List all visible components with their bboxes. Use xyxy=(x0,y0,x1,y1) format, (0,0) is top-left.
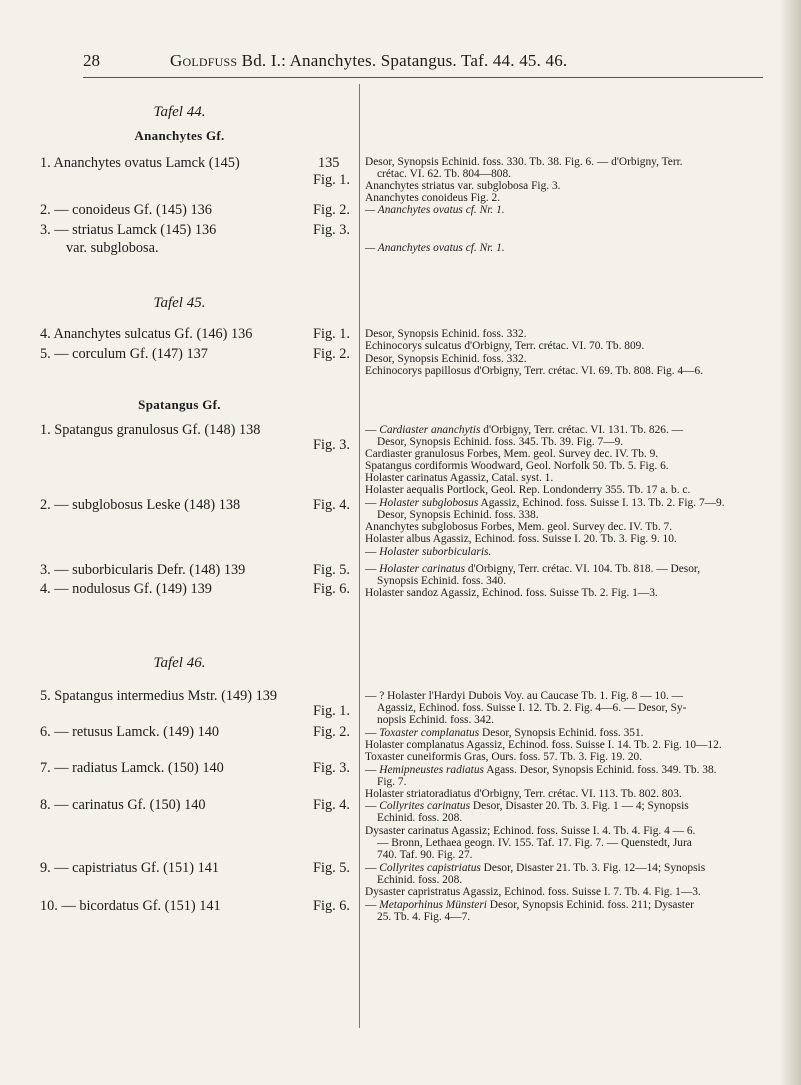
sp-entry-4-fig: Fig. 6. xyxy=(313,581,350,597)
t46-entry-4-fig: Fig. 4. xyxy=(313,797,350,813)
t44-entry-2: 2. — conoideus Gf. (145) 136 xyxy=(40,202,212,218)
sp-ref-2: Desor, Synopsis Echinid. foss. 345. Tb. 39. Fig. 7—9. xyxy=(377,436,624,448)
sp-entry-3: 3. — suborbicularis Defr. (148) 139 xyxy=(40,562,246,578)
tafel-44-title: Tafel 44. xyxy=(153,104,206,120)
t46-ref-1: — ? Holaster l'Hardyi Dubois Voy. au Caucase Tb. 1. Fig. 8 — 10. — xyxy=(365,690,684,702)
tafel-44-genus: Ananchytes Gf. xyxy=(134,128,225,143)
t44-ref-1: Desor, Synopsis Echinid. foss. 330. Tb. 38. Fig. 6. — d'Orbigny, Terr. xyxy=(365,156,683,168)
t45-ref-3: Desor, Synopsis Echinid. foss. 332. xyxy=(365,353,527,365)
t46-ref-7: — Hemipneustes radiatus Agass. Desor, Synopsis Echinid. foss. 349. Tb. 38. xyxy=(365,764,717,776)
sp-entry-1-fig: Fig. 3. xyxy=(313,437,350,453)
tafel-45-title: Tafel 45. xyxy=(153,295,206,311)
t45-ref-1: Desor, Synopsis Echinid. foss. 332. xyxy=(365,328,527,340)
t46-entry-6: 10. — bicordatus Gf. (151) 141 xyxy=(40,898,221,914)
sp-ref-9: Ananchytes subglobosus Forbes, Mem. geol. Survey dec. IV. Tb. 7. xyxy=(365,521,673,533)
t46-entry-5: 9. — capistriatus Gf. (151) 141 xyxy=(40,860,220,876)
t44-entry-1-num: 135 xyxy=(318,155,340,171)
t46-ref-3: nopsis Echinid. foss. 342. xyxy=(377,714,495,726)
t46-entry-1: 5. Spatangus intermedius Mstr. (149) 139 xyxy=(40,688,278,704)
t46-ref-5: Holaster complanatus Agassiz, Echinod. foss. Suisse I. 14. Tb. 2. Fig. 10—12. xyxy=(365,739,722,751)
t46-ref-18: — Metaporhinus Münsteri Desor, Synopsis Echinid. foss. 211; Dysaster xyxy=(365,899,694,911)
sp-ref-3: Cardiaster granulosus Forbes, Mem. geol. Survey dec. IV. Tb. 9. xyxy=(365,448,659,460)
t46-entry-3: 7. — radiatus Lamck. (150) 140 xyxy=(40,760,224,776)
sp-entry-4: 4. — nodulosus Gf. (149) 139 xyxy=(40,581,212,597)
running-title xyxy=(170,51,567,71)
t44-entry-2-fig: Fig. 2. xyxy=(313,202,350,218)
t46-entry-2-fig: Fig. 2. xyxy=(313,724,350,740)
t45-entry-1: 4. Ananchytes sulcatus Gf. (146) 136 xyxy=(40,326,253,342)
t46-ref-14: 740. Taf. 90. Fig. 27. xyxy=(377,849,473,861)
t46-entry-3-fig: Fig. 3. xyxy=(313,760,350,776)
running-title-rest: Bd. I.: Ananchytes. Spatangus. Taf. 44. 45. 46. xyxy=(237,51,568,70)
sp-ref-7: — Holaster subglobosus Agassiz, Echinod. foss. Suisse I. 13. Tb. 2. Fig. 7—9. xyxy=(365,497,725,509)
sp-ref-8: Desor, Synopsis Echinid. foss. 338. xyxy=(377,509,539,521)
t46-ref-8: Fig. 7. xyxy=(377,776,407,788)
t44-ref-4: Ananchytes conoideus Fig. 2. xyxy=(365,192,501,204)
t44-entry-3-fig: Fig. 3. xyxy=(313,222,350,238)
sp-entry-2-fig: Fig. 4. xyxy=(313,497,350,513)
t44-ref-3: Ananchytes striatus var. subglobosa Fig. 3. xyxy=(365,180,561,192)
t44-ref-2: crétac. VI. 62. Tb. 804—808. xyxy=(377,168,512,180)
column-divider xyxy=(359,84,360,1028)
t46-entry-1-fig: Fig. 1. xyxy=(313,703,350,719)
t46-ref-9: Holaster striatoradiatus d'Orbigny, Terr. crétac. VI. 113. Tb. 802. 803. xyxy=(365,788,682,800)
sp-ref-4: Spatangus cordiformis Woodward, Geol. Norfolk 50. Tb. 5. Fig. 6. xyxy=(365,460,669,472)
t46-ref-2: Agassiz, Echinod. foss. Suisse I. 12. Tb. 2. Fig. 4—6. — Desor, Sy- xyxy=(377,702,687,714)
t46-ref-11: Echinid. foss. 208. xyxy=(377,812,463,824)
t44-ref-6: — Ananchytes ovatus cf. Nr. 1. xyxy=(365,242,505,254)
tafel-46-title: Tafel 46. xyxy=(153,655,206,671)
t44-entry-1: 1. Ananchytes ovatus Lamck (145) xyxy=(40,155,240,171)
page-header xyxy=(83,51,763,77)
t44-entry-4: var. subglobosa. xyxy=(66,240,159,256)
author-name: Goldfuss xyxy=(170,51,238,70)
t46-ref-17: Dysaster capristratus Agassiz, Echinod. foss. Suisse I. 7. Tb. 4. Fig. 1—3. xyxy=(365,886,701,898)
spatangus-genus: Spatangus Gf. xyxy=(138,397,221,412)
page-edge-shadow xyxy=(779,0,801,1085)
sp-ref-5: Holaster carinatus Agassiz, Catal. syst. 1. xyxy=(365,472,554,484)
sp-ref-1: — Cardiaster ananchytis d'Orbigny, Terr. crétac. VI. 131. Tb. 826. — xyxy=(365,424,684,436)
t46-ref-12: Dysaster carinatus Agassiz; Echinod. foss. Suisse I. 4. Tb. 4. Fig. 4 — 6. xyxy=(365,825,696,837)
sp-ref-10: Holaster albus Agassiz, Echinod. foss. Suisse I. 20. Tb. 3. Fig. 9. 10. xyxy=(365,533,677,545)
t44-entry-1-fig: Fig. 1. xyxy=(313,172,350,188)
sp-ref-12: — Holaster carinatus d'Orbigny, Terr. crétac. VI. 104. Tb. 818. — Desor, xyxy=(365,563,701,575)
t46-entry-4: 8. — carinatus Gf. (150) 140 xyxy=(40,797,206,813)
sp-ref-13: Synopsis Echinid. foss. 340. xyxy=(377,575,507,587)
sp-ref-6: Holaster aequalis Portlock, Geol. Rep. Londonderry 355. Tb. 17 a. b. c. xyxy=(365,484,691,496)
t46-entry-2: 6. — retusus Lamck. (149) 140 xyxy=(40,724,220,740)
t46-ref-15: — Collyrites capistriatus Desor, Disaster 21. Tb. 3. Fig. 12—14; Synopsis xyxy=(365,862,706,874)
t46-entry-5-fig: Fig. 5. xyxy=(313,860,350,876)
t46-ref-6: Toxaster cuneiformis Gras, Ours. foss. 57. Tb. 3. Fig. 19. 20. xyxy=(365,751,643,763)
t46-ref-16: Echinid. foss. 208. xyxy=(377,874,463,886)
t46-ref-19: 25. Tb. 4. Fig. 4—7. xyxy=(377,911,471,923)
t46-ref-4: — Toxaster complanatus Desor, Synopsis Echinid. foss. 351. xyxy=(365,727,644,739)
sp-entry-2: 2. — subglobosus Leske (148) 138 xyxy=(40,497,241,513)
sp-ref-11: — Holaster suborbicularis. xyxy=(365,546,492,558)
t46-entry-6-fig: Fig. 6. xyxy=(313,898,350,914)
t45-ref-4: Echinocorys papillosus d'Orbigny, Terr. crétac. VI. 69. Tb. 808. Fig. 4—6. xyxy=(365,365,704,377)
t45-entry-1-fig: Fig. 1. xyxy=(313,326,350,342)
sp-entry-3-fig: Fig. 5. xyxy=(313,562,350,578)
sp-entry-1: 1. Spatangus granulosus Gf. (148) 138 xyxy=(40,422,261,438)
t46-ref-10: — Collyrites carinatus Desor, Disaster 20. Tb. 3. Fig. 1 — 4; Synopsis xyxy=(365,800,689,812)
t44-ref-5: — Ananchytes ovatus cf. Nr. 1. xyxy=(365,204,505,216)
header-rule xyxy=(83,77,763,78)
t46-ref-13: — Bronn, Lethaea geogn. IV. 155. Taf. 17. Fig. 7. — Quenstedt, Jura xyxy=(377,837,692,849)
t45-ref-2: Echinocorys sulcatus d'Orbigny, Terr. crétac. VI. 70. Tb. 809. xyxy=(365,340,645,352)
sp-ref-14: Holaster sandoz Agassiz, Echinod. foss. Suisse Tb. 2. Fig. 1—3. xyxy=(365,587,658,599)
page-number: 28 xyxy=(83,51,100,70)
t45-entry-2: 5. — corculum Gf. (147) 137 xyxy=(40,346,208,362)
t45-entry-2-fig: Fig. 2. xyxy=(313,346,350,362)
t44-entry-3: 3. — striatus Lamck (145) 136 xyxy=(40,222,217,238)
